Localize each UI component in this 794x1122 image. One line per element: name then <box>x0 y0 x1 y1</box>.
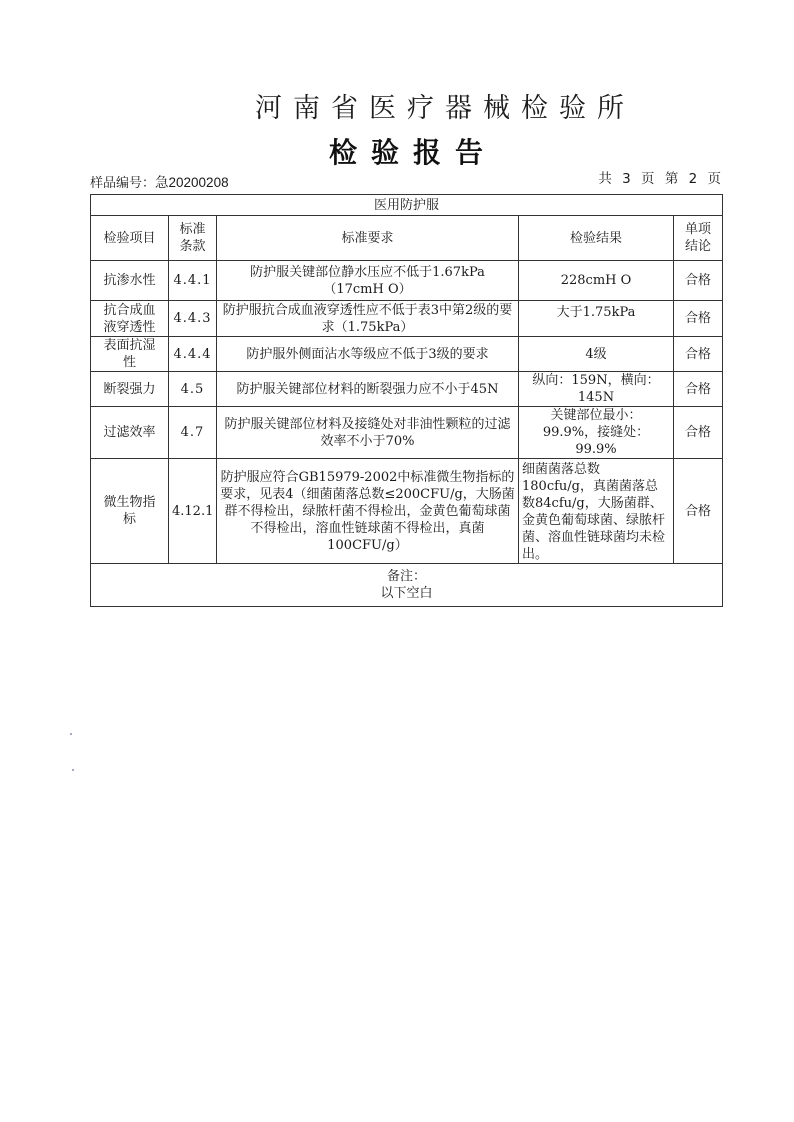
category-row <box>91 195 723 216</box>
requirement: 防护服关键部位材料的断裂强力应不小于45N <box>217 372 519 407</box>
conclusion: 合格 <box>674 459 723 564</box>
clause: 4.12.1 <box>169 459 217 564</box>
page-info: 共 3 页 第 2 页 <box>598 171 724 187</box>
conclusion: 合格 <box>674 407 723 459</box>
clause: 4.7 <box>169 407 217 459</box>
remarks-row <box>91 564 723 607</box>
item-name: 抗合成血液穿透性 <box>91 301 169 337</box>
header-row <box>91 216 723 261</box>
item-name: 断裂强力 <box>91 372 169 407</box>
scan-speck <box>70 733 72 735</box>
requirement: 防护服抗合成血液穿透性应不低于表3中第2级的要求（1.75kPa） <box>217 301 519 337</box>
result: 关键部位最小：99.9%，接缝处：99.9% <box>519 407 674 459</box>
scan-speck <box>72 769 74 771</box>
clause: 4.4.4 <box>169 337 217 372</box>
sample-number-value: 急20200208 <box>155 175 229 190</box>
clause: 4.4.3 <box>169 301 217 337</box>
item-name: 过滤效率 <box>91 407 169 459</box>
conclusion: 合格 <box>674 337 723 372</box>
table-row <box>91 301 723 337</box>
inspection-table <box>90 194 723 607</box>
requirement: 防护服应符合GB15979-2002中标准微生物指标的要求，见表4（细菌菌落总数≤200CFU/g，大肠菌群不得检出，绿脓杆菌不得检出，金黄色葡萄球菌不得检出，溶血性链球菌不得检出，真菌100CFU/g） <box>217 459 519 564</box>
col-header-requirement: 标准要求 <box>217 216 519 261</box>
conclusion: 合格 <box>674 261 723 301</box>
clause: 4.4.1 <box>169 261 217 301</box>
conclusion: 合格 <box>674 301 723 337</box>
item-name: 微生物指标 <box>91 459 169 564</box>
col-header-clause: 标准条款 <box>169 216 217 261</box>
remarks-label: 备注： <box>387 569 427 584</box>
col-header-item: 检验项目 <box>91 216 169 261</box>
requirement: 防护服关键部位材料及接缝处对非油性颗粒的过滤效率不小于70% <box>217 407 519 459</box>
remarks <box>91 564 723 607</box>
result: 大于1.75kPa <box>519 301 674 337</box>
remarks-text: 以下空白 <box>380 586 433 601</box>
table-row <box>91 459 723 564</box>
item-name: 抗渗水性 <box>91 261 169 301</box>
col-header-result: 检验结果 <box>519 216 674 261</box>
item-name: 表面抗湿性 <box>91 337 169 372</box>
organization-name: 河南省医疗器械检验所 <box>255 93 635 124</box>
result: 纵向：159N，横向：145N <box>519 372 674 407</box>
result: 4级 <box>519 337 674 372</box>
requirement: 防护服外侧面沾水等级应不低于3级的要求 <box>217 337 519 372</box>
col-header-conclusion: 单项结论 <box>674 216 723 261</box>
sample-number <box>90 171 229 191</box>
result: 228cmH O <box>519 261 674 301</box>
conclusion: 合格 <box>674 372 723 407</box>
requirement: 防护服关键部位静水压应不低于1.67kPa（17cmH O） <box>217 261 519 301</box>
sample-number-label: 样品编号： <box>90 176 156 191</box>
category-label: 医用防护服 <box>91 195 723 216</box>
result: 细菌菌落总数180cfu/g，真菌菌落总数84cfu/g，大肠菌群、金黄色葡萄球菌、绿脓杆菌、溶血性链球菌均未检出。 <box>519 459 674 564</box>
table-row <box>91 407 723 459</box>
table-row <box>91 261 723 301</box>
report-title: 检验报告 <box>328 136 497 169</box>
table-row <box>91 372 723 407</box>
table-row <box>91 337 723 372</box>
clause: 4.5 <box>169 372 217 407</box>
